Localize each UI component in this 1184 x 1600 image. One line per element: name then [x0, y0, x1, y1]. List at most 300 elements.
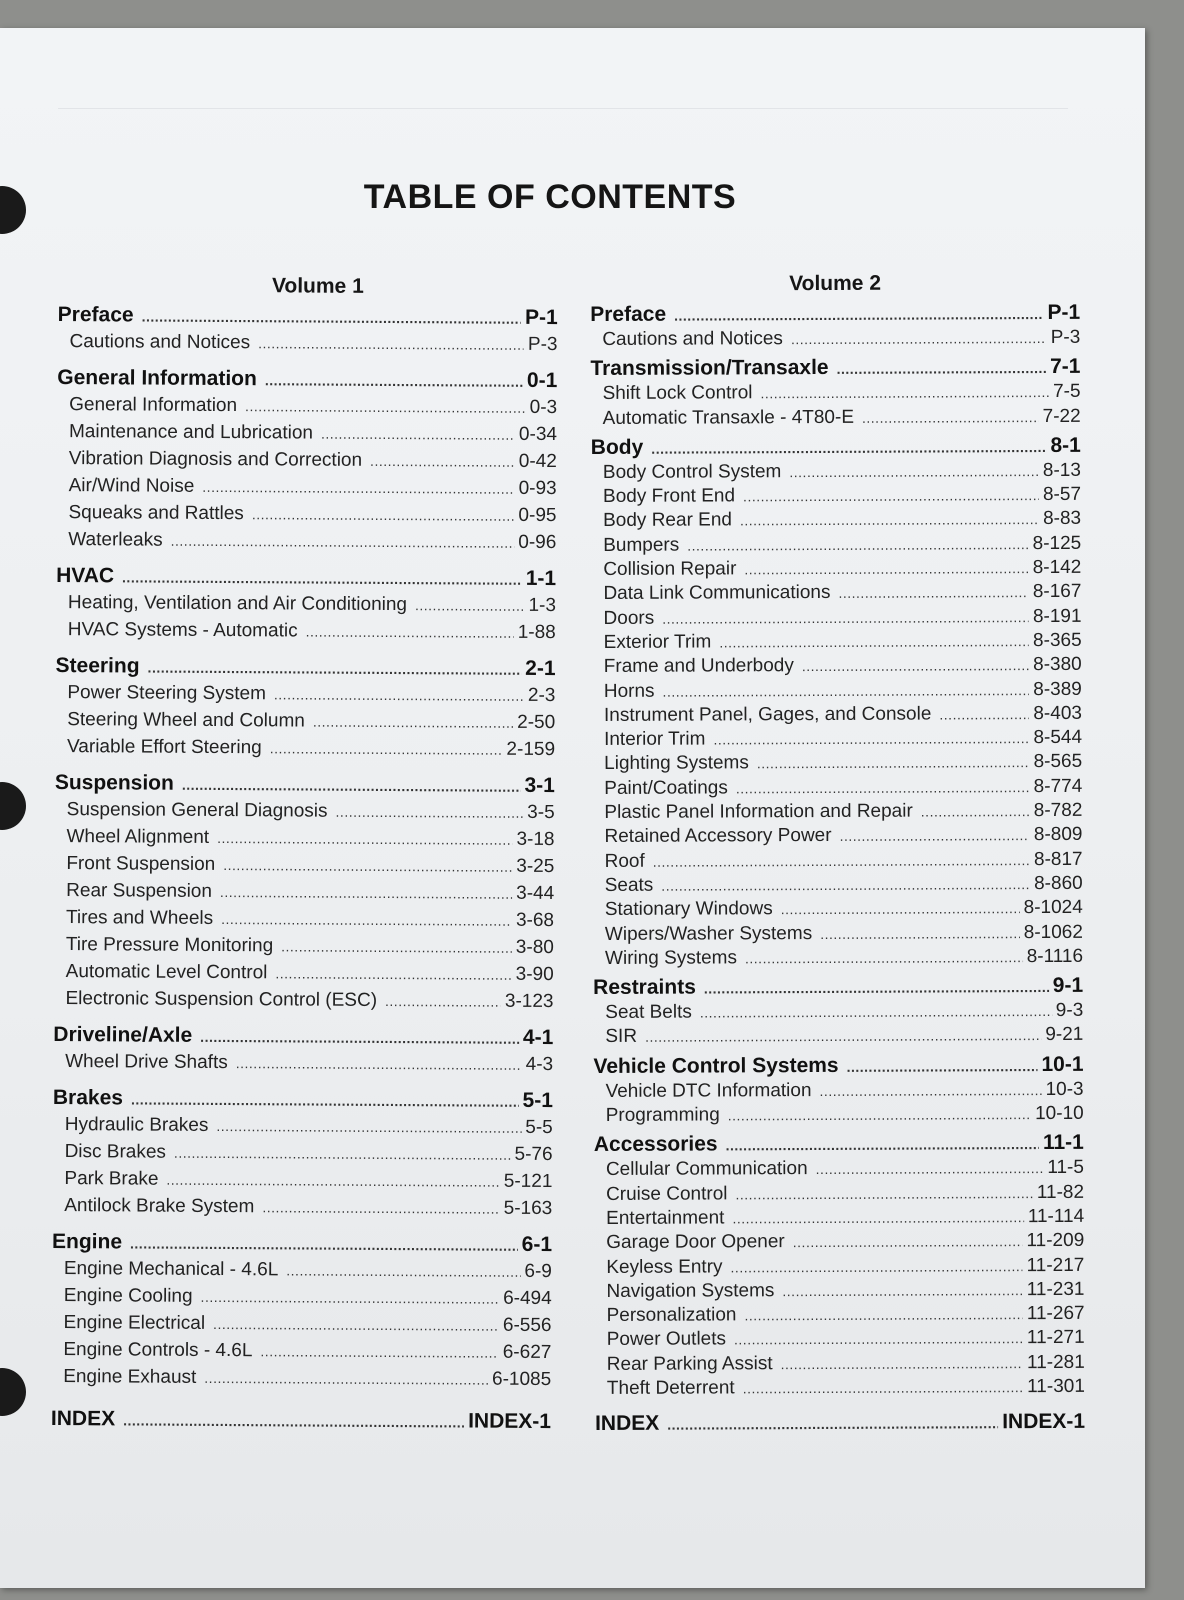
bleed-through-rule [58, 108, 1068, 109]
toc-entry-page: 8-1062 [1023, 921, 1083, 943]
dot-leader [651, 434, 1046, 462]
dot-leader [726, 1131, 1039, 1158]
dot-leader [782, 1278, 1022, 1303]
toc-entry-label: Rear Parking Assist [606, 1352, 773, 1375]
toc-entry-label: Interior Trim [604, 728, 706, 751]
toc-section-heading [57, 365, 557, 394]
toc-entry [54, 850, 554, 880]
toc-entry-page: 11-217 [1026, 1254, 1085, 1276]
dot-leader [370, 448, 515, 476]
toc-entry [52, 1282, 552, 1312]
toc-entry [54, 958, 554, 988]
toc-section-heading-page: 9-1 [1052, 973, 1084, 998]
dot-leader [171, 528, 515, 557]
dot-leader [704, 974, 1049, 1002]
toc-section-heading [53, 1022, 553, 1051]
toc-entry-label: Variable Effort Steering [67, 736, 262, 759]
dot-leader [306, 619, 514, 647]
toc-entry-label: Exterior Trim [603, 631, 712, 653]
toc-entry-label: Shift Lock Control [602, 382, 753, 405]
toc-entry-label: Data Link Communications [603, 582, 831, 605]
toc-section-heading-label: General Information [57, 365, 257, 391]
document-page [0, 28, 1145, 1588]
toc-entry-label: HVAC Systems - Automatic [67, 619, 298, 642]
toc-entry-page: 11-5 [1047, 1157, 1084, 1179]
toc-section-heading-page: P-1 [1047, 300, 1081, 325]
dot-leader [258, 330, 524, 359]
dot-leader [740, 508, 1039, 534]
toc-entry-label: Waterleaks [68, 529, 163, 551]
toc-entry-page: 8-860 [1034, 872, 1083, 895]
dot-leader [781, 1351, 1024, 1376]
dot-leader [847, 1053, 1038, 1080]
dot-leader [789, 459, 1039, 484]
toc-entry-label: Plastic Panel Information and Repair [604, 800, 913, 823]
toc-entry [55, 733, 555, 763]
toc-entry-label: Body Front End [602, 485, 736, 508]
dot-leader [939, 702, 1029, 727]
dot-leader [661, 872, 1030, 898]
dot-leader [122, 564, 522, 592]
toc-section-heading [591, 433, 1081, 461]
toc-entry [592, 726, 1082, 752]
toc-entry [591, 483, 1081, 509]
toc-entry-page: 8-544 [1033, 727, 1083, 749]
toc-section-heading-label: Accessories [593, 1132, 718, 1157]
toc-entry [593, 920, 1083, 946]
dot-leader [274, 681, 524, 710]
toc-entry-label: Body Control System [602, 461, 782, 483]
toc-entry-page: 11-281 [1026, 1351, 1085, 1373]
toc-entry [57, 328, 557, 358]
toc-entry [594, 1156, 1084, 1182]
toc-entry [594, 1102, 1084, 1128]
toc-entry-label: Navigation Systems [606, 1280, 775, 1302]
dot-leader [743, 1375, 1024, 1401]
toc-entry-label: Stationary Windows [604, 898, 773, 921]
dot-leader [736, 775, 1030, 801]
toc-entry-page: 8-167 [1032, 581, 1082, 603]
toc-entry [592, 799, 1082, 825]
dot-leader [653, 848, 1030, 874]
toc-section-heading [590, 300, 1080, 328]
toc-entry [56, 589, 556, 619]
toc-entry [591, 605, 1081, 631]
toc-entry-label: Engine Controls - 4.6L [63, 1339, 253, 1362]
toc-entry [595, 1375, 1085, 1401]
dot-leader [262, 1194, 499, 1222]
toc-section-heading [590, 354, 1080, 382]
toc-entry [591, 459, 1081, 485]
toc-entry-label: Tires and Wheels [65, 907, 214, 929]
toc-entry-label: Rear Suspension [66, 880, 213, 902]
toc-entry [52, 1192, 552, 1222]
toc-entry-page: 8-403 [1033, 702, 1082, 724]
toc-entry-label: Body Rear End [603, 509, 733, 532]
dot-leader [662, 605, 1029, 631]
toc-entry-label: Squeaks and Rattles [68, 502, 244, 525]
toc-section-heading-label: Driveline/Axle [53, 1022, 193, 1047]
toc-section-heading [58, 302, 558, 331]
dot-leader [220, 879, 512, 908]
toc-entry-label: Frame and Underbody [603, 655, 794, 678]
toc-entry [56, 526, 556, 556]
dot-leader [265, 367, 523, 395]
toc-entry-page: 0-93 [518, 477, 557, 500]
toc-entry-label: Power Steering System [67, 682, 266, 705]
dot-leader [415, 592, 525, 620]
dot-leader [174, 1140, 511, 1169]
toc-entry-label: Engine Exhaust [63, 1366, 197, 1388]
toc-entry-label: Cautions and Notices [602, 328, 783, 350]
toc-entry-page: 2-159 [506, 738, 556, 761]
toc-section-heading-page: P-1 [524, 305, 558, 330]
toc-entry-label: Automatic Level Control [65, 961, 268, 984]
dot-leader [286, 1257, 520, 1285]
dot-leader [166, 1167, 500, 1196]
toc-entry-page: 8-782 [1033, 799, 1083, 822]
toc-index-entry-page: INDEX-1 [1002, 1410, 1086, 1434]
dot-leader [728, 1102, 1031, 1128]
toc-entry-page: 8-774 [1033, 775, 1083, 797]
toc-entry [593, 945, 1083, 971]
dot-leader [130, 1230, 518, 1258]
toc-entry-page: 3-90 [515, 963, 554, 986]
dot-leader [687, 532, 1028, 558]
toc-entry-page: 11-209 [1026, 1230, 1085, 1252]
toc-entry [595, 1351, 1085, 1377]
toc-entry-label: Roof [604, 850, 645, 872]
toc-entry [51, 1363, 551, 1393]
toc-entry [592, 629, 1082, 655]
toc-entry-label: Vibration Diagnosis and Correction [68, 448, 363, 471]
toc-entry-label: Bumpers [603, 534, 680, 556]
toc-entry-page: 3-123 [504, 990, 554, 1013]
toc-entry [53, 985, 553, 1015]
toc-entry-label: Heating, Ventilation and Air Conditioning [67, 592, 408, 616]
toc-section-heading-label: Transmission/Transaxle [590, 356, 829, 381]
toc-section-heading [52, 1229, 552, 1258]
dot-leader [743, 483, 1039, 509]
toc-entry-page: 5-121 [503, 1170, 553, 1193]
toc-entry-page: 11-301 [1027, 1375, 1085, 1398]
toc-entry-label: Paint/Coatings [604, 777, 728, 799]
toc-entry-page: 8-13 [1042, 459, 1081, 481]
toc-entry-page: 2-3 [527, 684, 556, 707]
toc-entry-label: Instrument Panel, Gages, and Console [603, 703, 932, 726]
toc-entry-page: 9-21 [1045, 1024, 1084, 1046]
toc-entry-page: 7-5 [1053, 381, 1081, 403]
dot-leader [385, 988, 501, 1016]
toc-entry [57, 445, 557, 475]
dot-leader [745, 945, 1023, 971]
toc-entry-label: Hydraulic Brakes [64, 1114, 209, 1136]
toc-entry-label: Tire Pressure Monitoring [65, 934, 274, 957]
toc-entry-page: 8-1024 [1023, 897, 1083, 919]
dot-leader [744, 556, 1028, 582]
toc-entry-page: 3-18 [516, 828, 555, 851]
toc-entry-page: 3-5 [527, 801, 555, 824]
dot-leader [213, 1311, 499, 1340]
toc-section-heading-page: 1-1 [525, 566, 557, 591]
toc-entry [591, 556, 1081, 582]
toc-entry [51, 1336, 551, 1366]
toc-entry-page: 1-88 [517, 621, 556, 644]
toc-section-heading-label: Brakes [52, 1085, 124, 1110]
dot-leader [142, 304, 522, 332]
toc-entry-label: Power Outlets [606, 1328, 727, 1351]
dot-leader [838, 580, 1028, 605]
toc-entry-page: 6-1085 [491, 1368, 552, 1391]
toc-entry-label: Doors [603, 607, 655, 629]
toc-index-entry [595, 1409, 1085, 1437]
toc-entry [593, 1023, 1083, 1049]
toc-entry-page: 8-1116 [1026, 945, 1084, 967]
dot-leader [921, 799, 1030, 824]
toc-section-heading-page: 10-1 [1041, 1052, 1084, 1076]
toc-entry [593, 896, 1083, 922]
toc-entry-label: Engine Mechanical - 4.6L [63, 1258, 279, 1281]
toc-entry-label: Cautions and Notices [69, 331, 251, 354]
toc-section-heading-label: Suspension [54, 770, 174, 795]
toc-entry [53, 1138, 553, 1168]
dot-leader [275, 960, 511, 988]
toc-entry-page: P-3 [1050, 326, 1081, 348]
dot-leader [216, 1113, 521, 1142]
toc-section-heading [56, 563, 556, 592]
toc-entry [57, 391, 557, 421]
toc-entry [591, 507, 1081, 533]
toc-entry [56, 499, 556, 529]
toc-entry-label: Seats [604, 874, 654, 896]
toc-entry-page: 0-34 [518, 423, 558, 446]
dot-leader [820, 921, 1020, 946]
toc-entry [594, 1078, 1084, 1104]
toc-entry [593, 847, 1083, 873]
toc-entry [594, 1229, 1084, 1255]
dot-leader [201, 1284, 500, 1313]
dot-leader [713, 726, 1029, 752]
toc-entry-page: 8-142 [1032, 556, 1082, 579]
toc-entry [54, 931, 554, 961]
toc-entry-page: 3-25 [516, 855, 555, 878]
toc-entry [593, 999, 1083, 1025]
toc-entry [594, 1205, 1084, 1231]
toc-entry-label: Electronic Suspension Control (ESC) [65, 988, 378, 1011]
toc-entry-page: 8-565 [1033, 751, 1083, 773]
toc-entry-label: Retained Accessory Power [604, 825, 832, 848]
toc-section-heading-label: Body [590, 435, 644, 459]
toc-entry [55, 796, 555, 826]
dot-leader [734, 1327, 1023, 1353]
toc-entry-page: 8-809 [1033, 824, 1083, 846]
toc-entry [595, 1302, 1085, 1328]
toc-entry-label: Theft Deterrent [606, 1377, 735, 1399]
dot-leader [260, 1338, 498, 1366]
dot-leader [719, 629, 1029, 655]
binder-hole [0, 782, 26, 830]
toc-entry [592, 702, 1082, 728]
dot-leader [732, 1205, 1023, 1231]
toc-section-heading-label: HVAC [56, 563, 115, 588]
dot-leader [204, 1365, 488, 1394]
dot-leader [837, 355, 1047, 382]
toc-index-entry-label: INDEX [594, 1411, 660, 1436]
toc-entry-label: Wiring Systems [604, 947, 738, 969]
dot-leader [236, 1050, 522, 1079]
toc-entry-label: Air/Wind Noise [68, 475, 195, 497]
toc-entry-page: 0-3 [529, 396, 558, 419]
toc-entry-page: 1-3 [528, 594, 557, 617]
toc-section-heading [55, 770, 555, 799]
toc-entry-label: Steering Wheel and Column [67, 709, 305, 732]
toc-section-heading-page: 3-1 [524, 773, 555, 798]
toc-section-heading-label: Preface [590, 302, 667, 326]
toc-entry [594, 1278, 1084, 1304]
toc-entry-label: General Information [69, 394, 238, 417]
dot-leader [182, 772, 521, 800]
binder-hole [0, 1368, 26, 1416]
toc-entry-page: 11-231 [1026, 1278, 1085, 1300]
dot-leader [757, 751, 1030, 776]
dot-leader [148, 655, 522, 683]
toc-entry-label: Front Suspension [66, 853, 216, 875]
toc-entry-label: Disc Brakes [64, 1141, 167, 1163]
dot-leader [313, 709, 513, 737]
toc-entry [53, 1111, 553, 1141]
toc-entry [595, 1326, 1085, 1352]
toc-entry-page: 11-267 [1026, 1302, 1085, 1325]
dot-leader [217, 825, 513, 854]
dot-leader [252, 501, 515, 530]
toc-entry-page: 6-494 [503, 1287, 552, 1310]
dot-leader [131, 1086, 519, 1114]
dot-leader [245, 393, 526, 422]
toc-section-heading [593, 1052, 1083, 1080]
volume-2-column [590, 266, 1085, 1437]
toc-entry [593, 872, 1083, 898]
toc-section-heading-page: 5-1 [522, 1088, 553, 1113]
dot-leader [200, 1024, 519, 1052]
toc-entry-page: 11-114 [1027, 1205, 1085, 1228]
toc-entry-page: 3-44 [516, 882, 555, 905]
toc-entry-page: 8-57 [1042, 484, 1082, 506]
dot-leader [700, 999, 1052, 1025]
toc-section-heading-page: 4-1 [522, 1025, 554, 1050]
toc-entry [590, 380, 1080, 406]
toc-entry-label: Automatic Transaxle - 4T80-E [602, 406, 855, 429]
toc-entry-label: Vehicle DTC Information [605, 1079, 812, 1102]
volume-1-title: Volume 1 [271, 274, 364, 298]
dot-leader [662, 678, 1029, 704]
toc-index-entry-page: INDEX-1 [468, 1409, 552, 1434]
toc-entry-page: 11-271 [1026, 1327, 1085, 1349]
dot-leader [123, 1407, 464, 1435]
toc-entry [594, 1253, 1084, 1279]
dot-leader [674, 301, 1044, 329]
dot-leader [735, 1181, 1032, 1207]
toc-section-heading [53, 1085, 553, 1114]
toc-entry-label: Entertainment [606, 1207, 725, 1229]
toc-entry-label: Lighting Systems [604, 752, 749, 775]
toc-entry-page: 0-95 [518, 504, 557, 527]
toc-entry-page: 10-3 [1045, 1078, 1084, 1100]
toc-entry-page: 8-817 [1033, 848, 1083, 870]
toc-section-heading-label: Restraints [593, 975, 696, 1000]
toc-section-heading [594, 1130, 1084, 1158]
toc-entry-page: 6-556 [502, 1314, 552, 1337]
toc-entry [54, 823, 554, 853]
toc-entry-page: 3-68 [515, 909, 555, 932]
toc-entry-page: 6-627 [502, 1341, 552, 1364]
toc-entry [592, 677, 1082, 703]
toc-section-heading-page: 6-1 [521, 1232, 553, 1257]
dot-leader [793, 1229, 1023, 1254]
toc-entry [590, 326, 1080, 352]
toc-entry-page: 10-10 [1035, 1102, 1084, 1125]
toc-entry-page: 6-9 [524, 1260, 552, 1283]
toc-entry [591, 404, 1081, 430]
dot-leader [816, 1156, 1044, 1181]
toc-entry-label: Collision Repair [603, 558, 737, 581]
dot-leader [839, 823, 1029, 848]
toc-entry-page: 2-50 [517, 711, 556, 734]
toc-entry-page: 5-76 [514, 1143, 553, 1166]
toc-entry [56, 616, 556, 646]
dot-leader [819, 1078, 1041, 1103]
toc-entry [592, 775, 1082, 801]
toc-entry-label: Cruise Control [605, 1183, 728, 1205]
toc-entry-label: Personalization [606, 1304, 737, 1327]
toc-entry-page: 7-22 [1042, 405, 1081, 427]
toc-entry [591, 532, 1081, 558]
dot-leader [667, 1411, 998, 1438]
toc-section-heading-page: 7-1 [1050, 355, 1081, 379]
toc-entry-page: 11-82 [1036, 1181, 1085, 1203]
toc-section-heading-label: Vehicle Control Systems [593, 1053, 839, 1078]
dot-leader [335, 799, 523, 827]
toc-entry [54, 877, 554, 907]
page-title: TABLE OF CONTENTS [363, 178, 737, 216]
toc-entry-label: Wheel Drive Shafts [65, 1051, 228, 1074]
toc-entry [51, 1309, 551, 1339]
dot-leader [202, 474, 514, 503]
toc-entry-label: Suspension General Diagnosis [66, 799, 328, 822]
toc-entry-label: Engine Cooling [63, 1285, 193, 1307]
toc-entry-page: 9-3 [1055, 999, 1084, 1022]
dot-leader [223, 852, 512, 881]
toc-section-heading-label: Engine [51, 1229, 123, 1254]
toc-section-heading-page: 8-1 [1050, 433, 1081, 457]
toc-entry [592, 750, 1082, 776]
toc-entry-label: Wheel Alignment [66, 826, 210, 848]
toc-section-heading [593, 973, 1083, 1001]
toc-entry-label: Park Brake [64, 1168, 159, 1190]
dot-leader [760, 380, 1049, 406]
toc-entry-label: Horns [603, 680, 655, 702]
toc-entry-label: Antilock Brake System [64, 1195, 255, 1218]
toc-section-heading-page: 2-1 [525, 656, 556, 681]
toc-entry-page: 5-5 [525, 1116, 553, 1139]
toc-entry-label: Engine Electrical [63, 1312, 206, 1334]
toc-entry-label: Maintenance and Lubrication [68, 421, 314, 444]
dot-leader [791, 326, 1047, 351]
toc-entry-page: 0-96 [518, 531, 557, 554]
toc-entry [52, 1165, 552, 1195]
volume-1-column [51, 268, 558, 1435]
dot-leader [645, 1023, 1041, 1049]
volume-2-title: Volume 2 [789, 271, 882, 296]
